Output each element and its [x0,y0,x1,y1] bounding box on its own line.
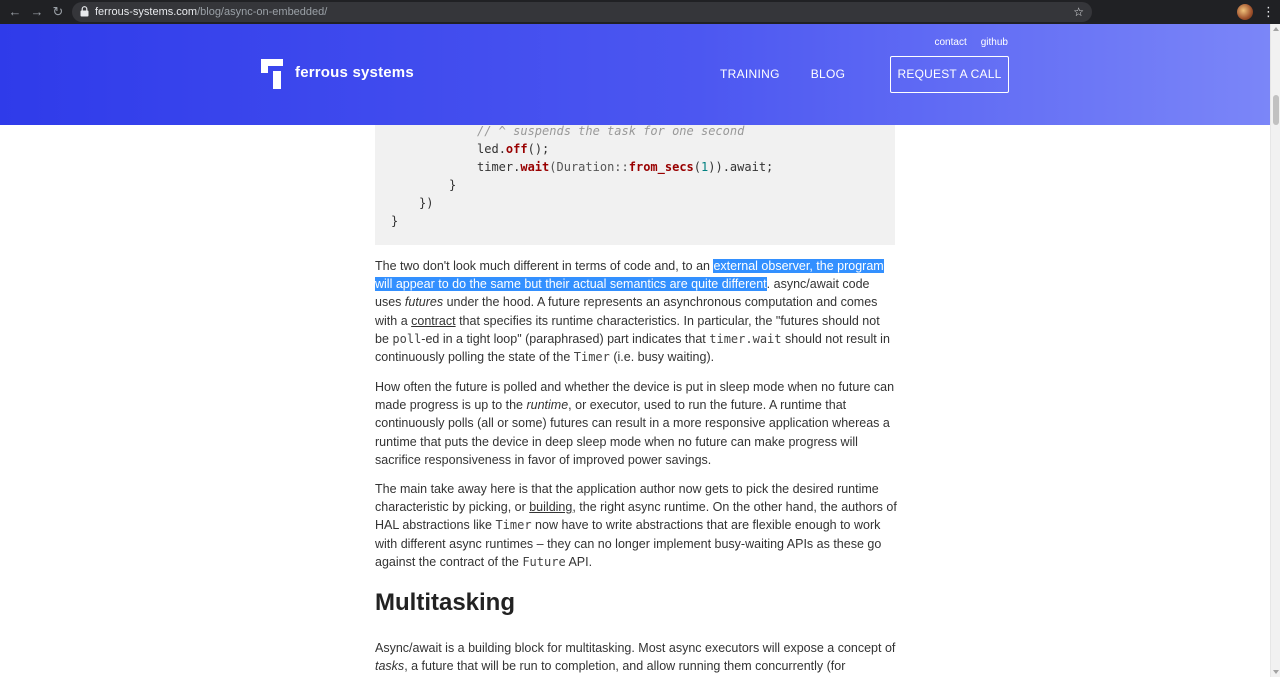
contact-link[interactable]: contact [934,37,967,48]
profile-avatar[interactable] [1237,4,1253,20]
scroll-up-icon[interactable] [1273,27,1279,31]
lock-icon [80,6,89,17]
forward-icon[interactable]: → [30,4,44,19]
paragraph-futures: The two don't look much different in terms of code and, to an external observer, the program will appear to do the same but their actual semantics are quite different. async/await code uses futures under the hood. A future represents an asynchronous computation and comes with a contract that specifies its runtime characteristics. In particular, the "futures should not be poll-ed in a tight loop" (paraphrased) part indicates that timer.wait should not result in continuously polling the state of the Timer (i.e. busy waiting). [375,259,890,365]
code-line-comment: // ^ suspends the task for one second [477,124,745,138]
logo-text[interactable]: ferrous systems [295,64,414,81]
address-bar[interactable] [72,2,1092,22]
github-link[interactable]: github [980,37,1008,48]
back-icon[interactable]: ← [8,4,22,19]
url-text: ferrous-systems.com/blog/async-on-embedded/ [95,6,328,18]
bookmark-star-icon[interactable]: ☆ [1073,5,1084,19]
code-line-close-1: } [449,178,457,192]
code-line-timer-wait: timer.wait(Duration::from_secs(1)).await; [477,160,774,174]
site-header [0,24,1270,125]
top-links [935,37,1009,48]
contract-link[interactable]: contract [411,313,456,328]
reload-icon[interactable]: ↻ [52,4,64,19]
selected-text[interactable]: external observer, the program will appear to do the same but their actual semantics are quite different [375,259,884,292]
scroll-down-icon[interactable] [1273,670,1279,674]
section-heading-multitasking: Multitasking [375,589,516,616]
scrollbar-thumb[interactable] [1273,95,1279,125]
code-line-close-2: }) [419,196,434,210]
main-nav [720,67,845,81]
browser-toolbar [0,0,1280,24]
paragraph-runtime: How often the future is polled and whether the device is put in sleep mode when no future can made progress is up to the runtime, or executor, used to run the future. A runtime that continuously polls (all or some) futures can result in a more responsive application whereas a runtime that puts the device in deep sleep mode when no future can make progress will sacrifice responsiveness in favor of improved power savings. [375,380,895,467]
code-line-led-off: led.off(); [477,142,550,156]
page-scrollbar[interactable] [1270,24,1280,677]
paragraph-takeaway: The main take away here is that the application author now gets to pick the desired runtime characteristic by picking, or building, the right async runtime. On the other hand, the authors of HAL abstractions like Timer now have to write abstractions that are flexible enough to work with different async runtimes – they can no longer implement busy-waiting APIs as these go against the contract of the Future API. [375,482,897,569]
paragraph-multitasking: Async/await is a building block for multitasking. Most async executors will expose a concept of tasks, a future that will be run to completion, and allow running them concurrently (for [375,641,896,674]
menu-icon[interactable]: ⋮ [1262,4,1275,19]
ferrous-logo-icon[interactable] [261,59,283,89]
nav-training[interactable]: TRAINING [720,67,780,81]
nav-blog[interactable]: BLOG [810,67,846,81]
code-line-close-3: } [391,214,399,228]
building-link[interactable]: building [529,500,573,515]
request-call-button[interactable]: REQUEST A CALL [890,56,1009,93]
